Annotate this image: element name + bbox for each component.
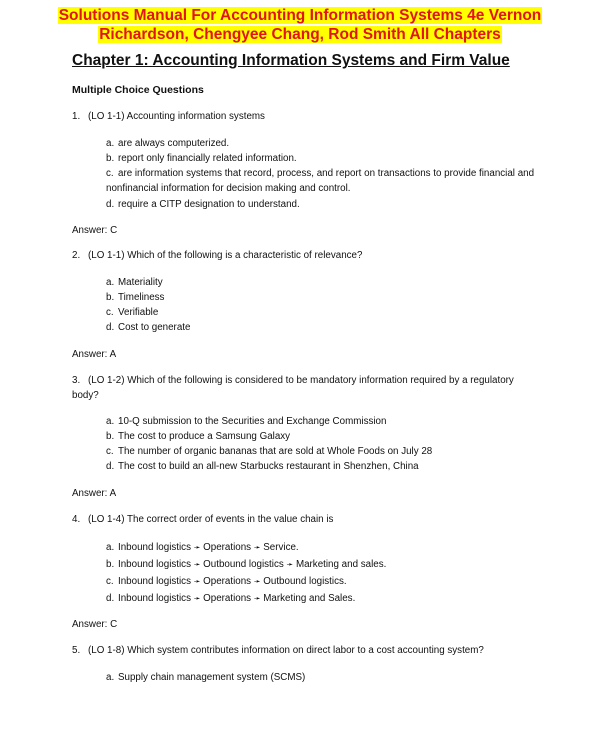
arrow-icon: ➛ (253, 594, 261, 603)
question-4-answer: Answer: C (72, 619, 118, 630)
question-2-answer: Answer: A (72, 349, 117, 360)
question-1-answer: Answer: C (72, 225, 118, 236)
arrow-icon: ➛ (286, 560, 294, 569)
question-1: 1. (LO 1-1) Accounting information systems (72, 111, 265, 122)
arrow-icon: ➛ (193, 543, 201, 552)
question-4-option-a: a. Inbound logistics ➛ Operations ➛ Service. (106, 542, 299, 553)
question-4-option-b: b. Inbound logistics ➛ Outbound logistics ➛ Marketing and sales. (106, 559, 387, 570)
question-5: 5. (LO 1-8) Which system contributes information on direct labor to a cost accounting system? (72, 645, 484, 656)
arrow-icon: ➛ (193, 577, 201, 586)
question-2-option-a: a. Materiality (106, 277, 163, 288)
question-4: 4. (LO 1-4) The correct order of events in the value chain is (72, 514, 334, 525)
solutions-manual-banner: Solutions Manual For Accounting Information Systems 4e Vernon Richardson, Chengyee Chang, Rod Smith All Chapters (58, 7, 542, 43)
arrow-icon: ➛ (253, 543, 261, 552)
question-1-option-c: c. are information systems that record, process, and report on transactions to provide financial and nonfinancial information for decision making and control. (106, 168, 535, 194)
arrow-icon: ➛ (193, 594, 201, 603)
question-2: 2. (LO 1-1) Which of the following is a characteristic of relevance? (72, 250, 363, 261)
question-5-option-a: a. Supply chain management system (SCMS) (106, 672, 306, 683)
question-3-option-d: d. The cost to build an all-new Starbucks restaurant in Shenzhen, China (106, 461, 419, 472)
question-4-option-c: c. Inbound logistics ➛ Operations ➛ Outbound logistics. (106, 576, 347, 587)
question-3-option-b: b. The cost to produce a Samsung Galaxy (106, 431, 291, 442)
question-3-answer: Answer: A (72, 488, 117, 499)
question-1-option-a: a. are always computerized. (106, 138, 230, 149)
question-1-option-d: d. require a CITP designation to understand. (106, 199, 300, 210)
chapter-title: Chapter 1: Accounting Information Systems and Firm Value (72, 52, 510, 69)
question-4-option-d: d. Inbound logistics ➛ Operations ➛ Marketing and Sales. (106, 593, 356, 604)
section-heading: Multiple Choice Questions (72, 84, 204, 96)
question-2-option-c: c. Verifiable (106, 307, 159, 318)
question-3: 3. (LO 1-2) Which of the following is considered to be mandatory information required by a regulatory body? (72, 375, 514, 401)
question-2-option-d: d. Cost to generate (106, 322, 191, 333)
question-3-option-a: a. 10-Q submission to the Securities and Exchange Commission (106, 416, 387, 427)
question-2-option-b: b. Timeliness (106, 292, 165, 303)
question-3-option-c: c. The number of organic bananas that are sold at Whole Foods on July 28 (106, 446, 433, 457)
arrow-icon: ➛ (253, 577, 261, 586)
arrow-icon: ➛ (193, 560, 201, 569)
question-1-option-b: b. report only financially related information. (106, 153, 297, 164)
